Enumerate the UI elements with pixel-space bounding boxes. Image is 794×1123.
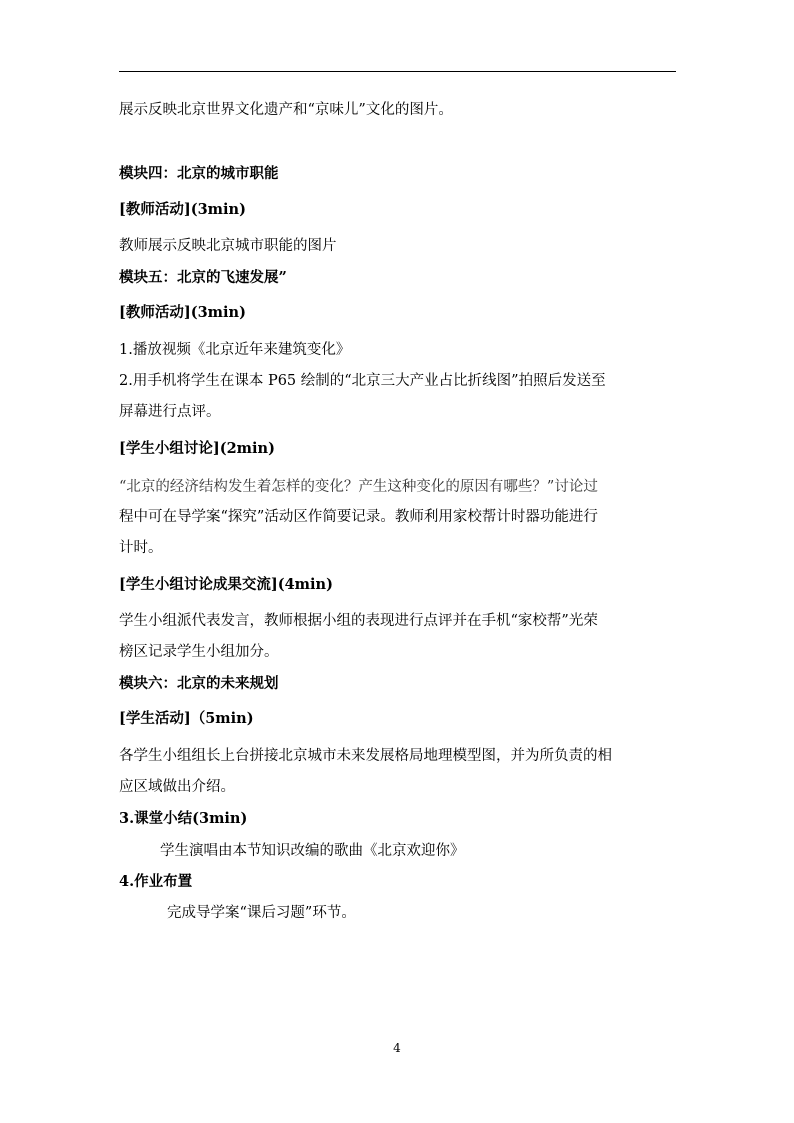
section-heading-module-4: 模块四：北京的城市职能 [119, 165, 279, 182]
activity-label: [学生活动]（5min) [119, 710, 254, 727]
body-text: 榜区记录学生小组加分。 [119, 644, 279, 660]
body-text: 应区域做出介绍。 [119, 779, 235, 795]
body-text: 学生演唱由本节知识改编的歌曲《北京欢迎你》 [160, 843, 465, 859]
discussion-question: “北京的经济结构发生着怎样的变化？产生这种变化的原因有哪些？”讨论过 [119, 479, 598, 495]
section-heading-module-5: 模块五：北京的飞速发展” [119, 269, 287, 286]
activity-label: [学生小组讨论成果交流](4min) [119, 576, 333, 593]
list-item: 2.用手机将学生在课本 P65 绘制的“北京三大产业占比折线图”拍照后发送至 [119, 373, 606, 389]
body-text: 屏幕进行点评。 [119, 404, 221, 420]
body-text: 各学生小组组长上台拼接北京城市未来发展格局地理模型图，并为所负责的相 [119, 748, 612, 764]
section-heading-summary: 3.课堂小结(3min) [119, 810, 248, 827]
activity-label: [教师活动](3min) [119, 304, 246, 321]
body-text: 完成导学案“课后习题”环节。 [167, 905, 356, 921]
body-text: 计时。 [119, 540, 163, 556]
activity-label: [教师活动](3min) [119, 201, 246, 218]
body-text: 程中可在导学案“探究”活动区作简要记录。教师利用家校帮计时器功能进行 [119, 509, 598, 525]
page-number: 4 [393, 1041, 401, 1055]
section-heading-homework: 4.作业布置 [119, 873, 193, 890]
section-heading-module-6: 模块六：北京的未来规划 [119, 675, 279, 692]
body-text: 展示反映北京世界文化遗产和“京味儿”文化的图片。 [119, 102, 453, 118]
body-text: 学生小组派代表发言，教师根据小组的表现进行点评并在手机“家校帮”光荣 [119, 613, 598, 629]
header-rule [119, 71, 676, 72]
body-text: 教师展示反映北京城市职能的图片 [119, 238, 337, 254]
list-item: 1.播放视频《北京近年来建筑变化》 [119, 342, 351, 358]
activity-label: [学生小组讨论](2min) [119, 440, 275, 457]
